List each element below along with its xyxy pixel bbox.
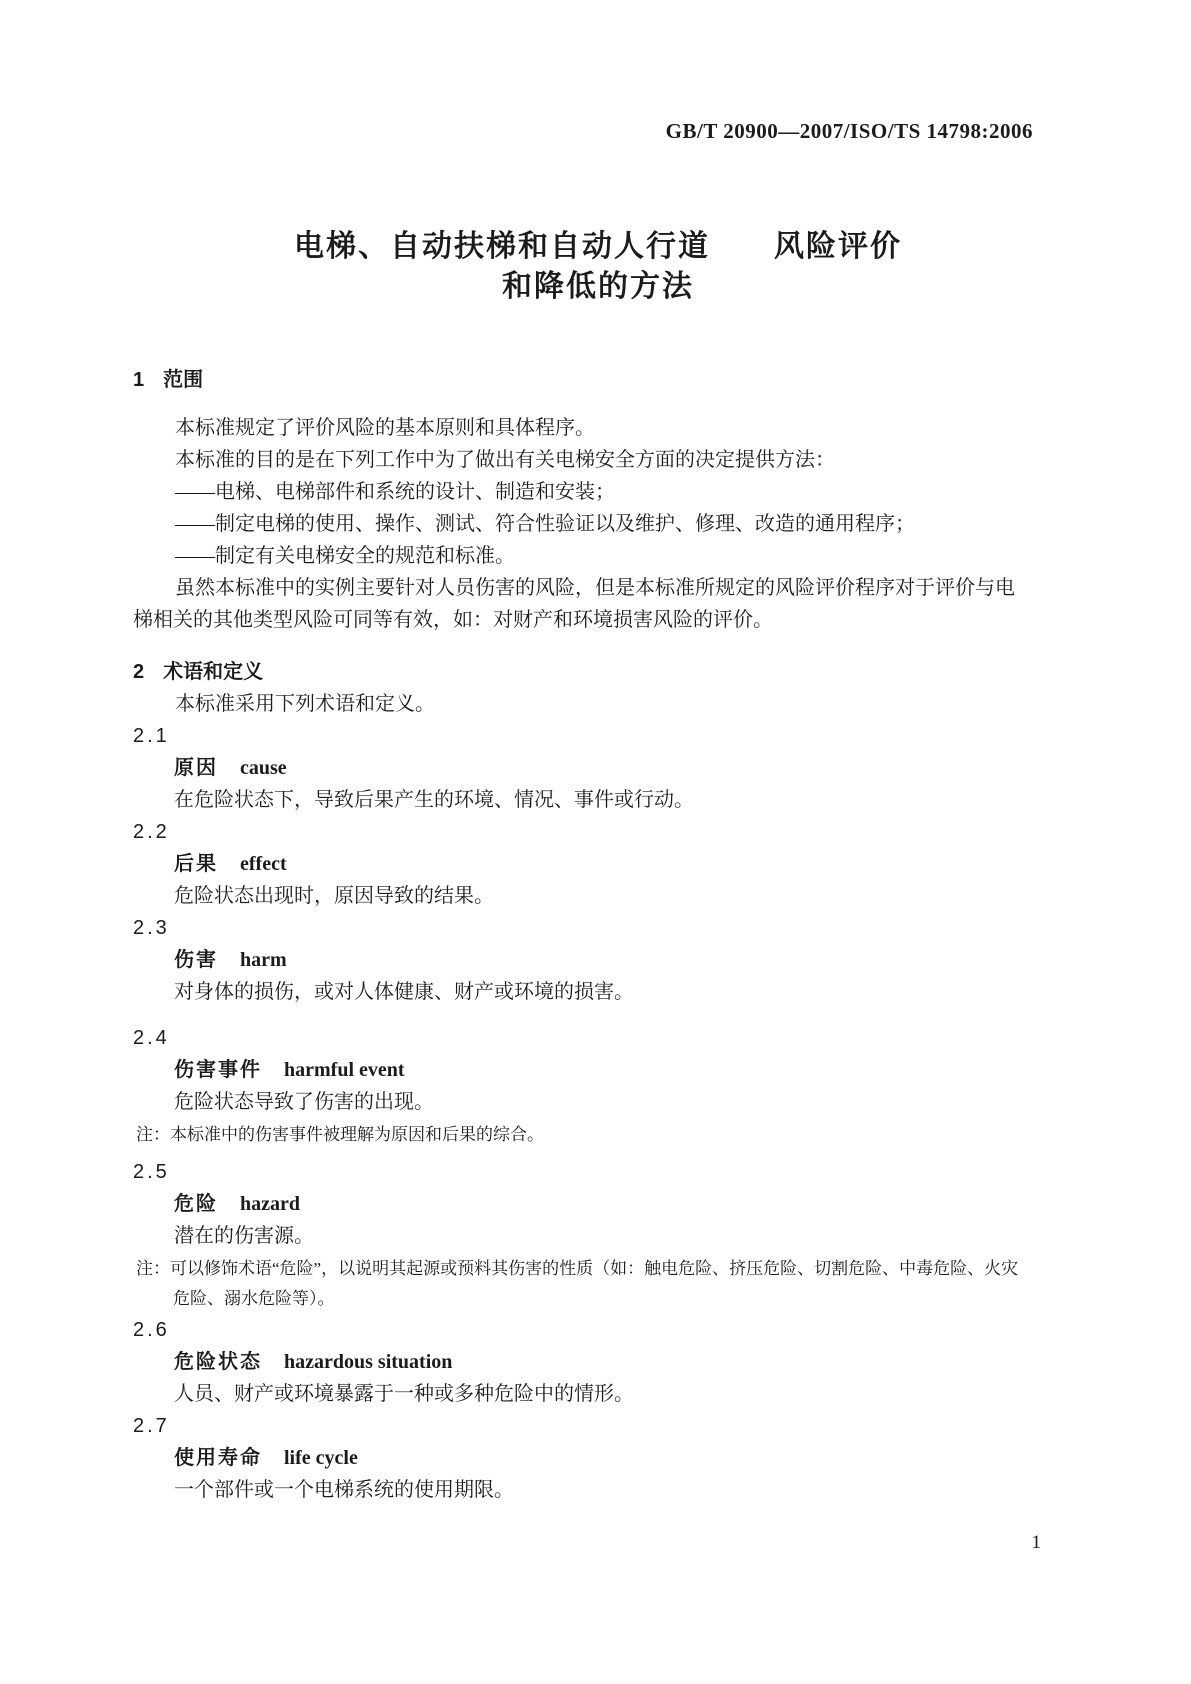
term-number: 2.7 bbox=[133, 1415, 170, 1437]
body-line: 本标准的目的是在下列工作中为了做出有关电梯安全方面的决定提供方法： bbox=[175, 449, 835, 471]
term-note bbox=[136, 1120, 1063, 1150]
term-heading bbox=[174, 1346, 1063, 1378]
document-title-line-2: 和降低的方法 bbox=[502, 270, 694, 303]
term-definition: 在危险状态下，导致后果产生的环境、情况、事件或行动。 bbox=[174, 789, 694, 811]
document-title bbox=[133, 227, 1063, 307]
term-en-label: hazard bbox=[240, 1193, 300, 1215]
document-title-line-1: 电梯、自动扶梯和自动人行道 风险评价 bbox=[294, 230, 902, 263]
term-en-label: life cycle bbox=[284, 1447, 358, 1469]
term-number: 2.5 bbox=[133, 1161, 170, 1183]
term-en-label: harm bbox=[240, 949, 287, 971]
term-zh-label: 后果 bbox=[174, 853, 218, 875]
term-note bbox=[136, 1254, 1063, 1314]
term-heading bbox=[174, 1054, 1063, 1086]
term-note-line: 注：可以修饰术语“危险”，以说明其起源或预料其伤害的性质（如：触电危险、挤压危险、切割危险、中毒危险、火灾 bbox=[136, 1259, 1019, 1278]
section-2-heading bbox=[133, 656, 1063, 688]
term-heading bbox=[174, 1188, 1063, 1220]
term-number: 2.3 bbox=[133, 917, 170, 939]
term-zh-label: 使用寿命 bbox=[174, 1447, 262, 1469]
term-note-line: 危险、溺水危险等）。 bbox=[173, 1289, 335, 1308]
term-number: 2.2 bbox=[133, 821, 170, 843]
term-item bbox=[133, 720, 1063, 816]
section-2-intro: 本标准采用下列术语和定义。 bbox=[175, 693, 435, 715]
dash-list-item: ——制定有关电梯安全的规范和标准。 bbox=[175, 545, 515, 567]
term-zh-label: 伤害事件 bbox=[174, 1059, 262, 1081]
term-item bbox=[133, 1410, 1063, 1506]
section-2-number: 2 bbox=[133, 661, 146, 683]
term-heading bbox=[174, 752, 1063, 784]
document-code: GB/T 20900—2007/ISO/TS 14798:2006 bbox=[665, 119, 1033, 143]
term-zh-label: 危险 bbox=[174, 1193, 218, 1215]
term-item bbox=[133, 912, 1063, 1008]
term-definition: 危险状态出现时，原因导致的结果。 bbox=[174, 885, 494, 907]
body-line: 虽然本标准中的实例主要针对人员伤害的风险，但是本标准所规定的风险评价程序对于评价与电 bbox=[175, 577, 1015, 599]
section-1-body bbox=[133, 412, 1063, 636]
body-line: 梯相关的其他类型风险可同等有效，如：对财产和环境损害风险的评价。 bbox=[133, 609, 773, 631]
term-definition: 潜在的伤害源。 bbox=[174, 1225, 314, 1247]
dash-list-item: ——制定电梯的使用、操作、测试、符合性验证以及维护、修理、改造的通用程序； bbox=[175, 513, 915, 535]
term-zh-label: 原因 bbox=[174, 757, 218, 779]
term-definition: 人员、财产或环境暴露于一种或多种危险中的情形。 bbox=[174, 1383, 634, 1405]
term-definition: 对身体的损伤，或对人体健康、财产或环境的损害。 bbox=[174, 981, 634, 1003]
term-note-line: 注：本标准中的伤害事件被理解为原因和后果的综合。 bbox=[136, 1125, 544, 1144]
term-en-label: hazardous situation bbox=[284, 1351, 453, 1373]
term-item bbox=[133, 816, 1063, 912]
section-1-title: 范围 bbox=[163, 369, 204, 391]
term-zh-label: 伤害 bbox=[174, 949, 218, 971]
term-number: 2.4 bbox=[133, 1027, 170, 1049]
term-heading bbox=[174, 848, 1063, 880]
section-1-number: 1 bbox=[133, 369, 146, 391]
terms-list bbox=[133, 720, 1063, 1506]
term-item bbox=[133, 1314, 1063, 1410]
term-heading bbox=[174, 944, 1063, 976]
term-en-label: cause bbox=[240, 757, 287, 779]
body-line: 本标准规定了评价风险的基本原则和具体程序。 bbox=[175, 417, 595, 439]
term-en-label: harmful event bbox=[284, 1059, 405, 1081]
section-1-heading bbox=[133, 364, 1063, 396]
term-item bbox=[133, 1156, 1063, 1314]
term-heading bbox=[174, 1442, 1063, 1474]
term-number: 2.6 bbox=[133, 1319, 170, 1341]
page-number: 1 bbox=[1031, 1532, 1041, 1553]
dash-list-item: ——电梯、电梯部件和系统的设计、制造和安装； bbox=[175, 481, 615, 503]
term-zh-label: 危险状态 bbox=[174, 1351, 262, 1373]
term-number: 2.1 bbox=[133, 725, 170, 747]
term-item bbox=[133, 1022, 1063, 1150]
term-definition: 危险状态导致了伤害的出现。 bbox=[174, 1091, 434, 1113]
section-2-title: 术语和定义 bbox=[163, 661, 264, 683]
term-definition: 一个部件或一个电梯系统的使用期限。 bbox=[174, 1479, 514, 1501]
term-en-label: effect bbox=[240, 853, 287, 875]
